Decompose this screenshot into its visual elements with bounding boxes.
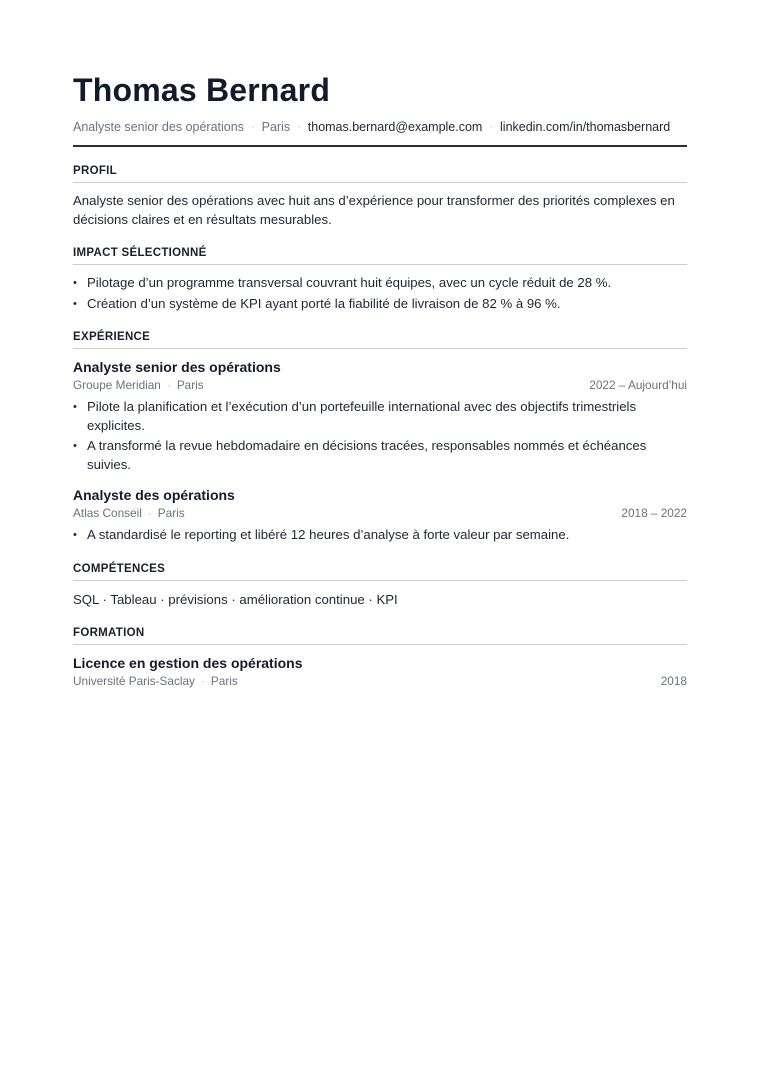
- contact-line: [73, 118, 687, 136]
- job-location: Paris: [176, 378, 204, 392]
- job-title: Analyste senior des opérations: [73, 359, 281, 375]
- experience-section: [73, 331, 687, 545]
- job-entry: [73, 486, 687, 545]
- education-meta: [73, 673, 687, 689]
- school-name: Université Paris-Saclay: [73, 673, 195, 688]
- section-title-skills: COMPÉTENCES: [73, 563, 687, 581]
- section-title-experience: EXPÉRIENCE: [73, 331, 687, 349]
- skills-text: SQL · Tableau · prévisions · amélioration continue · KPI: [73, 591, 398, 607]
- section-title-education: FORMATION: [73, 627, 687, 645]
- list-item: • Création d’un système de KPI ayant porté la fiabilité de livraison de 82 % à 96 %.: [73, 295, 687, 314]
- job-location: Paris: [157, 506, 185, 520]
- meta-separator: ·: [200, 673, 205, 688]
- profile-text: Analyste senior des opérations avec huit ans d’expérience pour transformer des priorités complexes en décisions claires et en résultats mesurables.: [73, 193, 675, 227]
- resume-header: [73, 72, 687, 147]
- job-dates: 2022 – Aujourd’hui: [589, 378, 687, 392]
- candidate-name: Thomas Bernard: [73, 72, 331, 108]
- job-title: Analyste des opérations: [73, 487, 235, 503]
- list-item: • Pilotage d’un programme transversal couvrant huit équipes, avec un cycle réduit de 28 %.: [73, 274, 687, 293]
- contact-separator: ·: [250, 121, 255, 133]
- skills-section: [73, 563, 687, 609]
- impact-list: [73, 274, 687, 313]
- meta-separator: ·: [147, 506, 152, 520]
- job-bullets: [73, 398, 687, 474]
- contact-location: Paris: [261, 120, 291, 134]
- section-title-profile: PROFIL: [73, 165, 687, 183]
- education-section: [73, 627, 687, 689]
- contact-separator: ·: [297, 121, 301, 133]
- education-year: 2018: [660, 673, 687, 688]
- list-item: • A transformé la revue hebdomadaire en décisions tracées, responsables nommés et échéances suivies.: [73, 437, 687, 474]
- job-dates: 2018 – 2022: [621, 506, 687, 520]
- contact-email-link[interactable]: thomas.bernard@example.com: [307, 120, 483, 134]
- job-org: [73, 505, 185, 521]
- list-item: • A standardisé le reporting et libéré 12 heures d’analyse à forte valeur par semaine.: [73, 526, 687, 545]
- degree-title: Licence en gestion des opérations: [73, 654, 303, 671]
- contact-linkedin-link[interactable]: linkedin.com/in/thomasbernard: [500, 120, 671, 134]
- section-title-impact: IMPACT SÉLECTIONNÉ: [73, 247, 687, 265]
- impact-section: [73, 247, 687, 313]
- contact-separator: ·: [489, 121, 494, 133]
- contact-role: Analyste senior des opérations: [73, 120, 244, 134]
- header-divider: [73, 145, 687, 147]
- job-org: [73, 377, 204, 393]
- profile-section: [73, 165, 687, 229]
- job-bullets: [73, 526, 687, 545]
- education-entry: [73, 654, 687, 689]
- meta-separator: ·: [166, 378, 171, 392]
- job-meta: [73, 377, 687, 393]
- job-meta: [73, 505, 687, 521]
- job-entry: [73, 358, 687, 474]
- job-company: Groupe Meridian: [73, 378, 161, 392]
- school-location: Paris: [210, 673, 238, 688]
- education-org: [73, 673, 238, 689]
- job-company: Atlas Conseil: [73, 506, 142, 520]
- list-item: • Pilote la planification et l’exécution d’un portefeuille international avec des objectifs trimestriels explicites.: [73, 398, 687, 435]
